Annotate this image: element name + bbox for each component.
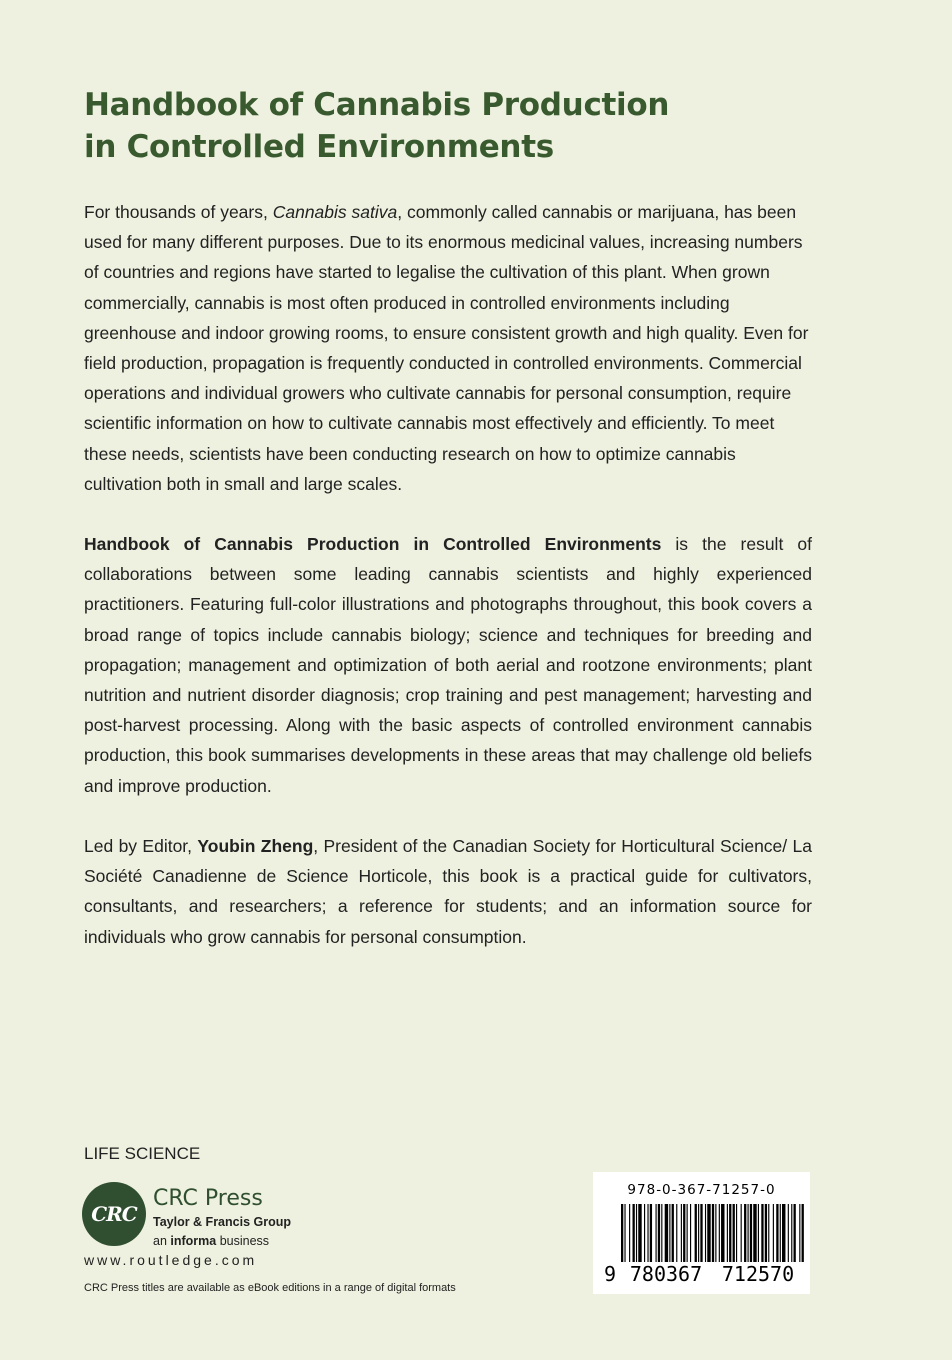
barcode-bar <box>698 1204 699 1262</box>
barcode-bar <box>748 1204 749 1262</box>
barcode-bar <box>656 1204 657 1262</box>
barcode-bar <box>733 1204 735 1262</box>
barcode-bar <box>719 1204 720 1262</box>
barcode-bar <box>647 1204 648 1262</box>
barcode-bar <box>794 1204 796 1262</box>
barcode-bar <box>707 1204 710 1262</box>
p3-text-post: , President of the Canadian Society for Horticultural Science/ La Société Canadienne de Science Horticole, this book is a practical guide for cultivators, consultants, and researchers; a reference for students; and an information source for individuals who grow cannabis for personal consumption. <box>84 836 812 947</box>
barcode-bar <box>782 1204 785 1262</box>
barcode-bar <box>650 1204 652 1262</box>
crc-logo-text: CRC <box>91 1202 137 1226</box>
barcode-bar <box>661 1204 662 1262</box>
barcode-bar <box>681 1204 682 1262</box>
isbn-lead-digit: 9 <box>604 1262 617 1286</box>
publisher-informa-line <box>153 1234 269 1248</box>
p3-text-pre: Led by Editor, <box>84 836 198 856</box>
p1-text-post: , commonly called cannabis or marijuana, has been used for many different purposes. Due to its enormous medicinal values, increasing numbers of countries and regions have started to legalise the cultivation of this plant. When grown commercially, cannabis is most often produced in controlled environments including greenhouse and indoor growing rooms, to ensure consistent growth and high quality. Even for field production, propagation is frequently conducted in controlled environments. Commercial operations and individual growers who cultivate cannabis for personal consumption, require scientific information on how to cultivate cannabis most effectively and efficiently. To meet these needs, scientists have been conducting research on how to optimize cannabis cultivation both in small and large scales. <box>84 202 809 494</box>
barcode-bar <box>780 1204 781 1262</box>
isbn-digit-group-1: 780367 <box>620 1262 712 1286</box>
barcode-bar <box>629 1204 630 1262</box>
subject-category: LIFE SCIENCE <box>84 1144 201 1163</box>
description-paragraph-2 <box>84 529 812 801</box>
isbn-text: 978-0-367-71257-0 <box>627 1182 776 1198</box>
publisher-name: CRC Press <box>153 1186 263 1211</box>
barcode-bar <box>665 1204 668 1262</box>
p2-book-title: Handbook of Cannabis Production in Controlled Environments <box>84 534 662 554</box>
p1-species-name: Cannabis sativa <box>272 202 398 222</box>
informa-post: business <box>216 1234 270 1248</box>
barcode-bar <box>700 1204 702 1262</box>
barcode-bar <box>736 1204 737 1262</box>
barcode-bar <box>729 1204 731 1262</box>
crc-logo-icon <box>82 1182 146 1246</box>
description-paragraph-3 <box>84 831 812 952</box>
barcode-bar <box>788 1204 789 1262</box>
isbn-barcode <box>593 1172 810 1294</box>
publisher-group: Taylor & Francis Group <box>153 1215 291 1229</box>
barcode-bar <box>636 1204 637 1262</box>
barcode-bar <box>721 1204 724 1262</box>
barcode-bar <box>791 1204 792 1262</box>
p2-text: is the result of collaborations between some leading cannabis scientists and highly experienced practitioners. Featuring full-color illustrations and photographs throughout, this book covers a broad range of topics include cannabis biology; science and techniques for breeding and propagation; management and optimization of both aerial and rootzone environments; plant nutrition and nutrient disorder diagnosis; crop training and pest management; harvesting and post-harvest processing. Along with the basic aspects of controlled environment cannabis production, this book summarises developments in these areas that may challenge old beliefs and improve production. <box>84 534 812 796</box>
informa-brand: informa <box>170 1234 217 1248</box>
informa-pre: an <box>153 1234 171 1248</box>
barcode-bar <box>744 1204 746 1262</box>
barcode-bar <box>776 1204 778 1262</box>
barcode-bar <box>672 1204 674 1262</box>
barcode-bar <box>676 1204 677 1262</box>
barcode-bar <box>768 1204 769 1262</box>
barcode-bar <box>683 1204 685 1262</box>
book-title-line1: Handbook of Cannabis Production <box>84 87 670 123</box>
barcode-bar <box>715 1204 716 1262</box>
barcode-bar <box>658 1204 660 1262</box>
book-title <box>84 84 884 168</box>
barcode-bar <box>633 1204 635 1262</box>
barcode-bar <box>765 1204 767 1262</box>
barcode-bar <box>758 1204 759 1262</box>
barcode-bar <box>695 1204 697 1262</box>
book-title-line2: in Controlled Environments <box>84 129 554 165</box>
barcode-bar <box>773 1204 774 1262</box>
ebook-availability-note: CRC Press titles are available as eBook editions in a range of digital formats <box>84 1282 456 1294</box>
p1-text-pre: For thousands of years, <box>84 202 273 222</box>
description-paragraph-1 <box>84 197 812 499</box>
barcode-bar <box>705 1204 706 1262</box>
barcode-bar <box>690 1204 691 1262</box>
barcode-bar <box>669 1204 670 1262</box>
barcode-bar <box>644 1204 645 1262</box>
barcode-bar <box>761 1204 763 1262</box>
barcode-bar <box>741 1204 742 1262</box>
publisher-website: www.routledge.com <box>84 1252 258 1268</box>
isbn-digit-group-2: 712570 <box>712 1262 804 1286</box>
barcode-bar <box>687 1204 688 1262</box>
barcode-bar <box>750 1204 752 1262</box>
barcode-bar <box>638 1204 641 1262</box>
barcode-bar <box>753 1204 756 1262</box>
barcode-bar <box>727 1204 728 1262</box>
p3-editor-name: Youbin Zheng <box>197 836 314 856</box>
